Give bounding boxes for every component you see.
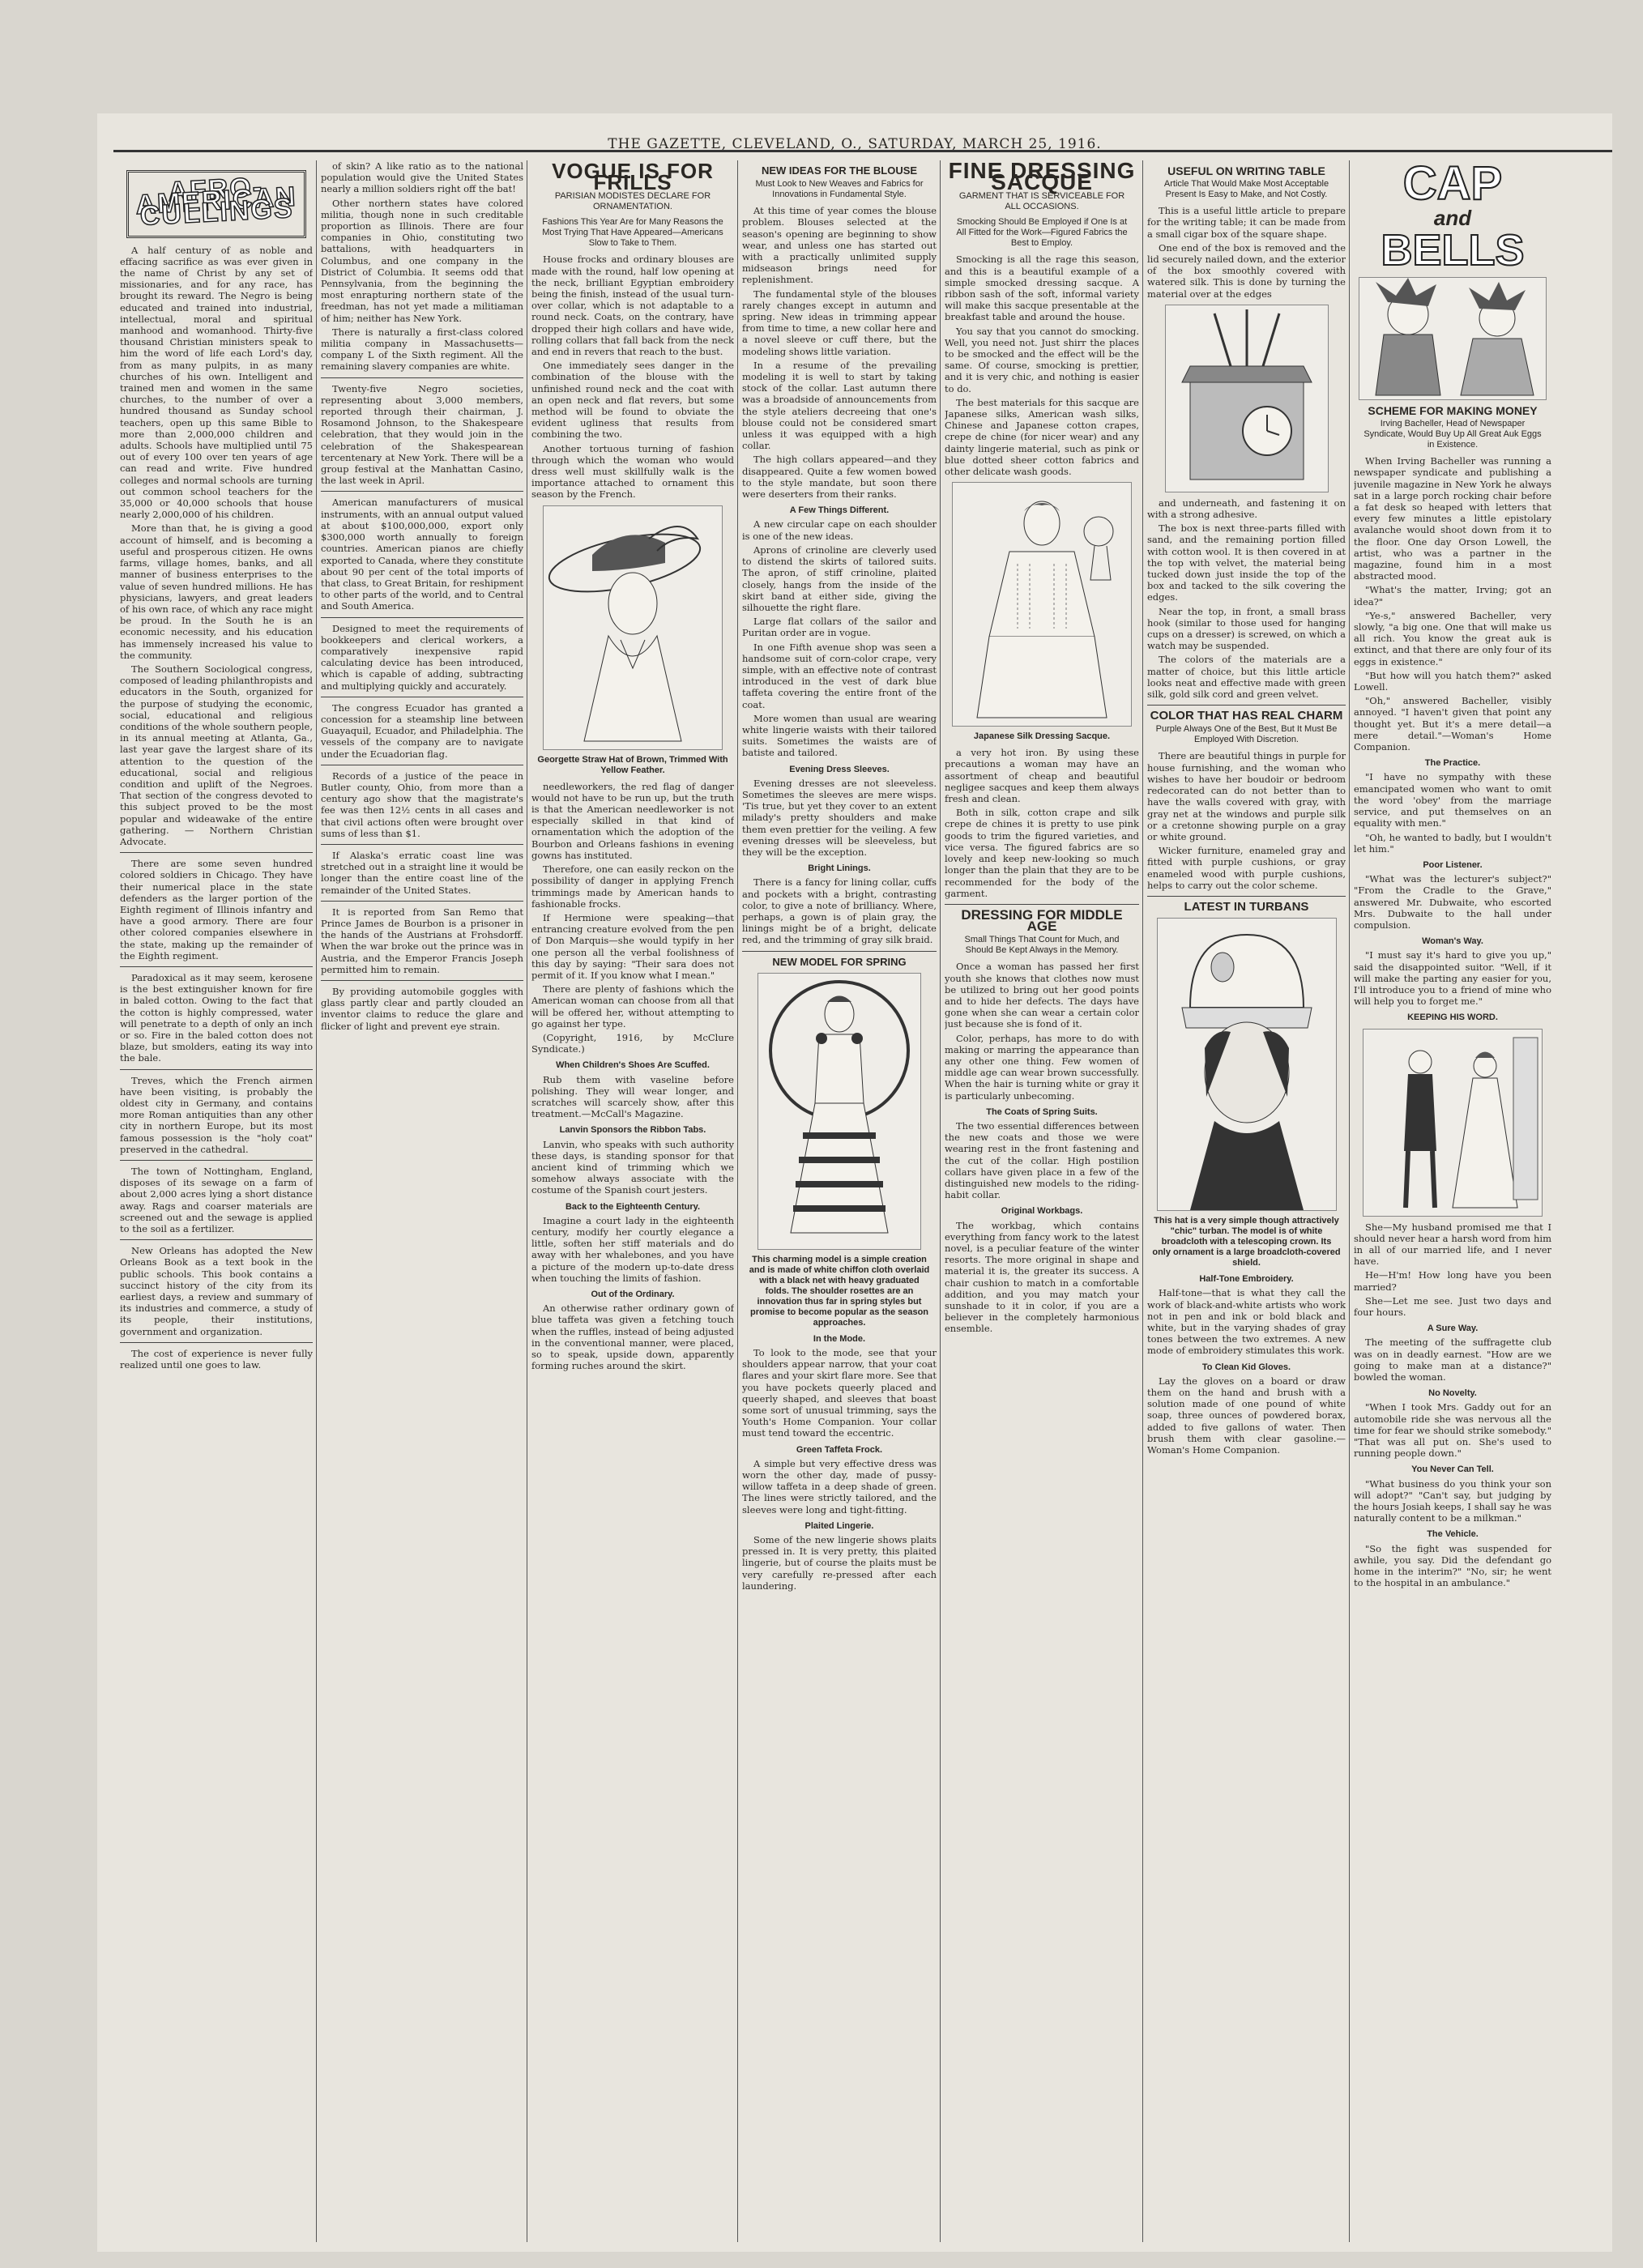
paragraph: needleworkers, the red flag of danger would not have to be run up, but the truth is that the American needleworker is not especially skilled in that kind of ornamentation which the adoption of the Bourbon and Orleans fashions in evening gowns has instituted. <box>531 780 734 861</box>
paragraph: Lay the gloves on a board or draw them on the hand and brush with a solution made of one pound of white soap, three ounces of powdered borax, added to five gallons of water. Then brush them with clear gasoline.—Woman's Home Companion. <box>1147 1375 1346 1456</box>
divider <box>120 1160 313 1161</box>
paragraph: The workbag, which contains everything from fancy work to the latest novel, is a peculiar feature of the winter resorts. The more original in shape and material it is, the greater its success. A chair cushion to match in a comfortable addition, and you may match your sunshade to it in color, if you are a believer in the completely harmonious ensemble. <box>945 1219 1139 1335</box>
divider <box>120 852 313 853</box>
paragraph: American manufacturers of musical instruments, with an annual output valued at about $100,000,000, export only $300,000 worth annually to foreign countries. American pianos are chiefly exported to Canada, where they constitute about 90 per cent of the total imports of that class, to Great Britain, for reshipment to other parts of the world, and to Central and South America. <box>321 497 523 612</box>
divider <box>1147 896 1346 897</box>
paragraph: The high collars appeared—and they disappeared. Quite a few women bowed to the style mandate, but soon there were deserters from their ranks. <box>742 454 937 501</box>
divider <box>120 966 313 967</box>
paragraph: A simple but very effective dress was worn the other day, made of pussy-willow taffeta in a deep shade of green. The lines were strictly tailored, and the sleeves were long and tight-fitting. <box>742 1457 937 1516</box>
paragraph: "Ye-s," answered Bacheller, very slowly, "a big one. One that will make us all rich. You know the great auk is extinct, and that there are only four of its eggs in existence." <box>1354 609 1551 667</box>
subheading: Woman's Way. <box>1422 936 1483 947</box>
jester-figures-drawing <box>1359 278 1546 399</box>
cap-and-bells-title-line: BELLS <box>1381 226 1525 275</box>
paragraph: When Irving Bacheller was running a newspaper syndicate and publishing a juvenile magazine in New York he always sat in a large porch rocking chair before a fat desk so heaped with letters that every few minutes a little epistolary avalanche would shoot down from it to the floor. One day Orson Lowell, the artist, who was a partner in the magazine, found him in a most abstracted mood. <box>1354 455 1551 582</box>
subheading: A Sure Way. <box>1427 1324 1479 1334</box>
subheading: Half-Tone Embroidery. <box>1199 1274 1294 1285</box>
divider <box>945 904 1139 905</box>
subheading: The Coats of Spring Suits. <box>986 1106 1098 1117</box>
column-rule <box>1349 160 1350 2242</box>
watch-stand-illustration <box>1165 305 1329 492</box>
column-rule <box>316 160 317 2242</box>
subheading: Back to the Eighteenth Century. <box>565 1201 701 1212</box>
paragraph: In a resume of the prevailing modeling it is well to start by taking stock of the collar. Last autumn there was a broadside of announcements from the style ateliers decreeing that one's blouse could not be considered smart unless it was equipped with a high collar. <box>742 359 937 452</box>
article-deck: Small Things That Count for Much, and Should Be Kept Always in the Memory. <box>964 935 1120 956</box>
paragraph: If Alaska's erratic coast line was stretched out in a straight line it would be longer than the entire coast line of the remainder of the United States. <box>321 849 523 896</box>
hat-illustration <box>543 505 723 750</box>
illustration-caption: Georgette Straw Hat of Brown, Trimmed With Yellow Feather. <box>537 754 728 775</box>
column-2 <box>321 160 523 2242</box>
watch-stand-drawing <box>1166 305 1328 492</box>
divider <box>321 844 523 845</box>
paragraph: The congress Ecuador has granted a concession for a steamship line between Guayaquil, Ecuador, and Philadelphia. The vessels of the company are to navigate under the Ecuadorian flag. <box>321 701 523 760</box>
article-heading: DRESSING FOR MIDDLE AGE <box>961 906 1123 935</box>
paragraph: "Oh, he wanted to badly, but I wouldn't let him." <box>1354 831 1551 855</box>
column-rule <box>940 160 941 2242</box>
paragraph: "But how will you hatch them?" asked Lowell. <box>1354 669 1551 693</box>
divider <box>321 491 523 492</box>
dressing-sacque-illustration <box>952 482 1132 727</box>
paragraph: There are beautiful things in purple for house furnishing, and the woman who wishes to have her boudoir or bedroom redecorated can do not better than to have the walls covered with gray, with gray net at the windows and purple silk or a cretonne showing purple on a gray or white ground. <box>1147 750 1346 842</box>
masthead: THE GAZETTE, CLEVELAND, O., SATURDAY, MARCH 25, 1916. <box>608 136 1102 152</box>
article-heading: LATEST IN TURBANS <box>1184 899 1309 914</box>
article-heading: SCHEME FOR MAKING MONEY <box>1368 404 1538 417</box>
paragraph: The box is next three-parts filled with sand, and the remaining portion filled with cotton wool. It is then covered in at the top with velvet, the material being tucked down just inside the top of the box and tacked to the silk covering the edges. <box>1147 522 1346 603</box>
illustration-caption: This hat is a very simple though attractively "chic" turban. The model is of white broadcloth with a telescoping crown. Its only ornament is a large broadcloth-covered shield. <box>1152 1216 1341 1268</box>
paragraph: One end of the box is removed and the lid securely nailed down, and the exterior of the box smoothly covered with watered silk. This is done by turning the material over at the edges <box>1147 241 1346 300</box>
column-5 <box>945 160 1139 2242</box>
subheading: Original Workbags. <box>1001 1206 1083 1217</box>
paragraph: More women than usual are wearing white lingerie waists with their tailored suits. Sometimes the waists are of batiste and tailored. <box>742 712 937 759</box>
divider <box>321 901 523 902</box>
paragraph: The two essential differences between the new coats and those we were wearing rest in the front fastening and the cut of the collar. High postilion collars have given place in a few of the distinguished new models to the riding-habit collar. <box>945 1119 1139 1201</box>
paragraph: At this time of year comes the blouse problem. Blouses selected at the season's opening are beginning to show wear, and unless one has started out with a practically unlimited supply midseason brings need for replenishment. <box>742 205 937 286</box>
subheading: Evening Dress Sleeves. <box>789 764 890 774</box>
subheading: You Never Can Tell. <box>1411 1464 1494 1475</box>
illustration-caption: This charming model is a simple creation and is made of white chiffon cloth overlaid with a black net with heavy graduated folds. The shoulder rosettes are an innovation thus far in spring styles but promise to become popular as the season approaches. <box>749 1254 930 1328</box>
paragraph: "Oh," answered Bacheller, visibly annoyed. "I haven't given that point any thought yet. But it's a mere detail—a mere detail."—Woman's Home Companion. <box>1354 695 1551 753</box>
paragraph: There are plenty of fashions which the American woman can choose from all that will be offered her, without attempting to go against her type. <box>531 983 734 1030</box>
column-1 <box>120 160 313 2242</box>
woman-in-sacque-drawing <box>953 483 1131 726</box>
paragraph: Another tortuous turning of fashion through which the woman who would dress well must skillfully walk is the importance attached to ornament this season by the French. <box>531 442 734 501</box>
paragraph: The best materials for this sacque are Japanese silks, American wash silks, Chinese and Japanese cotton crapes, crepe de chine (for nicer wear) and any dainty lingerie material, such as pink or blue dotted sheer cotton fabrics and other delicate wash goods. <box>945 396 1139 478</box>
divider <box>120 1069 313 1070</box>
paragraph: New Orleans has adopted the New Orleans Book as a text book in the public schools. This book contains a succinct history of the city from its earliest days, a review and summary of its industries and commerce, a study of its people, their institutions, government and organization. <box>120 1245 313 1337</box>
paragraph: A half century of as noble and effacing sacrifice as was ever given in the name of Christ by any set of missionaries, and for any race, has brought its reward. The Negro is being educated and trained into industrial, intellectual, moral and spiritual manhood and womanhood. Thirty-five thousand Christian ministers speak to him the word of life each Lord's day, from as many pulpits, in as many churches of his own. Intelligent and trained men and women in the same churches, to the number of over a hundred thousand as Sunday school teachers, open up this same Bible to more than 2,000,000 children and adults. Schools have multiplied until 75 out of every 100 over ten years of age can read and write. Five hundred colleges and normal schools are turning out common school teachers for the 35,000 or 40,000 schools that house nearly 2,000,000 of his children. <box>120 244 313 521</box>
divider <box>1147 705 1346 706</box>
woman-in-spring-dress-drawing <box>758 974 920 1249</box>
article-heading: COLOR THAT HAS REAL CHARM <box>1150 709 1343 723</box>
paragraph: Designed to meet the requirements of bookkeepers and clerical workers, a comparatively inexpensive rapid calculating device has been introduced, which is capable of adding, subtracting and multiplying quickly and accurately. <box>321 622 523 692</box>
subheading: Bright Linings. <box>808 863 871 874</box>
article-heading: NEW MODEL FOR SPRING <box>772 955 907 968</box>
spring-model-illustration <box>757 973 921 1250</box>
illustration-caption: Japanese Silk Dressing Sacque. <box>973 731 1111 742</box>
cap-and-bells-title-line: CAP <box>1402 160 1503 210</box>
subheading: The Vehicle. <box>1427 1529 1479 1540</box>
divider <box>321 377 523 378</box>
woman-in-turban-drawing <box>1158 919 1336 1210</box>
subheading: Green Taffeta Frock. <box>796 1444 883 1455</box>
paragraph: Lanvin, who speaks with such authority these days, is standing sponsor for that ancient kind of trimming which we somehow always associate with the costume of the Spanish court jesters. <box>531 1138 734 1196</box>
subheading: Plaited Lingerie. <box>804 1520 874 1531</box>
column-rule <box>737 160 738 2242</box>
column-6 <box>1147 160 1346 2242</box>
paragraph: a very hot iron. By using these precautions a woman may have an assortment of cheap and beautiful negligee sacques and keep them always fresh and clean. <box>945 747 1139 805</box>
subheading: No Novelty. <box>1428 1388 1477 1399</box>
divider <box>742 951 937 952</box>
article-deck: GARMENT THAT IS SERVICEABLE FOR ALL OCCASIONS. <box>958 191 1125 212</box>
paragraph: The meeting of the suffragette club was on in deadly earnest. "How are we going to make man at a distance?" bowled the woman. <box>1354 1336 1551 1383</box>
paragraph: The Southern Sociological congress, composed of leading philanthropists and educators in the South, organized for the purpose of studying the economic, social, educational and religious conditions of the whole southern people, in its annual meeting at Atlanta, Ga., last year gave the largest share of its attention to the question of the educational, social and religious condition and uplift of the Negroes. That section of the congress devoted to this subject proved to be the most popular and wideawake of the entire gathering. — Northern Christian Advocate. <box>120 663 313 847</box>
paragraph: Near the top, in front, a small brass hook (similar to those used for hanging cups on a dresser) is screwed, on which a watch may be suspended. <box>1147 605 1346 652</box>
subheading: A Few Things Different. <box>789 505 890 516</box>
article-deck: PARISIAN MODISTES DECLARE FOR ORNAMENTATION. <box>554 191 711 212</box>
subheading: Out of the Ordinary. <box>591 1290 675 1299</box>
article-subdeck: Fashions This Year Are for Many Reasons the Most Trying That Have Appeared—Americans Slow to Take to Them. <box>542 217 723 249</box>
paragraph: You say that you cannot do smocking. Well, you need not. Just shirr the places to be smocked and the effect will be the same. Of course, smocking is prettier, and it is very chic, and nothing is easier to do. <box>945 325 1139 394</box>
paragraph: The town of Nottingham, England, disposes of its sewage on a farm of about 2,000 acres lying a short distance away. Rags and coarser materials are screened out and the sewage is applied to the soil as a fertilizer. <box>120 1166 313 1235</box>
paragraph: "I must say it's hard to give you up," said the disappointed suitor. "Well, if it will make the parting any easier for you, I'll introduce you to a friend of mine who will help you to forget me." <box>1354 949 1551 1008</box>
article-heading: AFRO-AMERICAN CULLINGS <box>134 171 298 232</box>
divider <box>321 980 523 981</box>
paragraph: She—Let me see. Just two days and four hours. <box>1354 1294 1551 1318</box>
paragraph: Both in silk, cotton crape and silk crepe de chines it is pretty to use pink goods to trim the figured varieties, and vice versa. The figured fabrics are so lovely and keep new-looking so much longer than the plain that they are to be recommended for the body of the garment. <box>945 807 1139 899</box>
paragraph: Aprons of crinoline are cleverly used to distend the skirts of tailored suits. The apron, of stiff crinoline, plaited closely, hangs from the inside of the skirt band at either side, giving the silhouette the right flare. <box>742 544 937 613</box>
article-deck: Article That Would Make Most Acceptable Present Is Easy to Make, and Not Costly. <box>1163 179 1329 200</box>
divider <box>321 617 523 618</box>
cap-and-bells-masthead <box>1354 160 1551 275</box>
paragraph: Therefore, one can easily reckon on the possibility of danger in applying French trimmings made by American hands to fashionable frocks. <box>531 863 734 910</box>
jesters-illustration <box>1359 277 1547 400</box>
paragraph: There are some seven hundred colored soldiers in Chicago. They have their numerical place in the state defenders as the larger portion of the Eighth regiment of Illinois infantry and have a good armory. There are four other colored companies elsewhere in the state, making up the remainder of the Eighth regiment. <box>120 858 313 961</box>
paragraph: Imagine a court lady in the eighteenth century, modify her courtly elegance a little, soften her stiff materials and do away with her whalebones, and you have a picture of the modern up-to-date dress when touching the limits of fashion. <box>531 1214 734 1284</box>
paragraph: Wicker furniture, enameled gray and fitted with purple cushions, or gray enameled wood with purple cushions, helps to carry out the color scheme. <box>1147 845 1346 891</box>
article-heading: USEFUL ON WRITING TABLE <box>1167 164 1325 177</box>
paragraph: In one Fifth avenue shop was seen a handsome suit of corn-color crape, very simple, with an effective note of contrast introduced in the vest of dark blue taffeta covering the entire front of the coat. <box>742 641 937 710</box>
column-3 <box>531 160 734 2242</box>
keeping-his-word-illustration <box>1363 1029 1543 1217</box>
paragraph: Half-tone—that is what they call the work of black-and-white artists who work not in pen and ink or bold black and white, but in the varying shades of gray tones between the two extremes. A new mode of embroidery stimulates this work. <box>1147 1287 1346 1357</box>
paragraph: Paradoxical as it may seem, kerosene is the best extinguisher known for fire in baled cotton. Owing to the fact that the cotton is highly compressed, water will penetrate to a depth of only an inch or so. Fire in the baled cotton does not blaze, but smolders, eating its way into the bale. <box>120 972 313 1064</box>
paragraph: By providing automobile goggles with glass partly clear and partly clouded an inventor claims to reduce the glare and flicker of light and prevent eye strain. <box>321 986 523 1032</box>
paragraph: One immediately sees danger in the combination of the blouse with the unfinished round neck and the coat with an open neck and flat revers, but some method will be found to obviate the evident ugliness that results from combining the two. <box>531 360 734 441</box>
copyright-line: (Copyright, 1916, by McClure Syndicate.) <box>531 1031 734 1055</box>
paragraph: A new circular cape on each shoulder is one of the new ideas. <box>742 518 937 542</box>
woman-in-hat-drawing <box>544 506 722 749</box>
paragraph: of skin? A like ratio as to the national population would give the United States nearly a million soldiers right off the bat! <box>321 160 523 195</box>
paragraph: Smocking is all the rage this season, and this is a beautiful example of a simple smocked dressing sacque. A ribbon sash of the soft, informal variety will make this sacque presentable at the breakfast table and around the house. <box>945 254 1139 323</box>
masthead-rule <box>113 150 1612 152</box>
paragraph: Color, perhaps, has more to do with making or marring the appearance than any other one thing. Few women of middle age can wear brown successfully. When the hair is turning white or gray it is particularly unbecoming. <box>945 1032 1139 1102</box>
paragraph: Large flat collars of the sailor and Puritan order are in vogue. <box>742 616 937 639</box>
paragraph: It is reported from San Remo that Prince James de Bourbon is a prisoner in the hands of the Austrians at Frohsdorff. When the war broke out the prince was in Austria, and the Emperor Francis Joseph permitted him to remain. <box>321 906 523 975</box>
subheading: The Practice. <box>1424 758 1481 769</box>
paragraph: "What was the lecturer's subject?" "From the Cradle to the Grave," answered Mr. Dubwaite, who escorted Mrs. Dubwaite to the hall under compulsion. <box>1354 873 1551 931</box>
article-deck: Irving Bacheller, Head of Newspaper Syndicate, Would Buy Up All Great Auk Eggs in Existence. <box>1363 419 1542 450</box>
paragraph: If Hermione were speaking—that entrancing creature evolved from the pen of Don Marquis—she would typify in her one person all the verbal foolishness of this day by saying: "Their sara does not permit of it. If you know what I mean." <box>531 911 734 981</box>
paragraph: She—My husband promised me that I should never hear a harsh word from him in all of our married life, and I never have. <box>1354 1221 1551 1268</box>
divider <box>120 1239 313 1240</box>
cap-and-bells-title-line: and <box>1433 206 1472 230</box>
paragraph: There is a fancy for lining collar, cuffs and pockets with a bright, contrasting color, to give a note of brilliancy. Where, perhaps, a gown is of plain gray, the linings might be of a bright, delicate red, and the trimming of gray silk braid. <box>742 876 937 946</box>
paragraph: There is naturally a first-class colored militia company in Massachusetts—company L of the Sixth regiment. All the remaining slavery companies are white. <box>321 326 523 373</box>
paragraph: Rub them with vaseline before polishing. They will wear longer, and scratches will scarcely show, after this treatment.—McCall's Magazine. <box>531 1073 734 1120</box>
paragraph: Once a woman has passed her first youth she knows that clothes now must be utilized to bring out her good points and to hide her defects. The days have gone when she can wear a certain color just because she is fond of it. <box>945 961 1139 1030</box>
turban-illustration <box>1157 918 1337 1211</box>
paragraph: He—H'm! How long have you been married? <box>1354 1269 1551 1293</box>
paragraph: The fundamental style of the blouses rarely changes except in autumn and spring. New ideas in trimming appear from time to time, a new collar here and a novel sleeve or cuff there, but the modeling shows little variation. <box>742 288 937 357</box>
subheading: KEEPING HIS WORD. <box>1407 1013 1498 1023</box>
subheading: Lanvin Sponsors the Ribbon Tabs. <box>559 1125 706 1136</box>
article-heading: FINE DRESSING SACQUE <box>948 160 1136 195</box>
article-deck: Purple Always One of the Best, But It Must Be Employed With Discretion. <box>1155 724 1338 745</box>
paragraph: House frocks and ordinary blouses are made with the round, half low opening at the neck, brilliant Egyptian embroidery being the finish, instead of the usual turn-over collar, which is not adaptable to a round neck. Coats, on the contrary, have dropped their high collars and have wide, rolling collars that fall back from the neck and end in revers that reach to the bust. <box>531 254 734 358</box>
paragraph: Some of the new lingerie shows plaits pressed in. It is very pretty, this plaited lingerie, but of course the plaits must be very carefully re-pressed after each laundering. <box>742 1534 937 1592</box>
paragraph: "I have no sympathy with these emancipated women who want to omit the word 'obey' from the marriage service, and put themselves on an equality with men." <box>1354 771 1551 829</box>
paragraph: and underneath, and fastening it on with a strong adhesive. <box>1147 497 1346 521</box>
column-rule <box>1142 160 1143 2242</box>
paragraph: "So the fight was suspended for awhile, you say. Did the defendant go home in the interim?" "No, sir; he went to the hospital in an ambulance." <box>1354 1542 1551 1589</box>
column-4 <box>742 160 937 2242</box>
paragraph: An otherwise rather ordinary gown of blue taffeta was given a fetching touch when the ruffles, instead of being adjusted in the conventional manner, were placed, so to speak, upside down, apparently forming ruches around the skirt. <box>531 1302 734 1372</box>
subheading: In the Mode. <box>813 1333 866 1344</box>
paragraph: "When I took Mrs. Gaddy out for an automobile ride she was nervous all the time for fear we should strike somebody." "That was all put on. She's used to running people down." <box>1354 1401 1551 1460</box>
subheading: Poor Listener. <box>1423 859 1483 870</box>
paragraph: Twenty-five Negro societies, representing about 3,000 members, reported through their chairman, J. Rosamond Johnson, to the Shakespeare celebration, that they would join in the celebration of the Shakespearean tercentenary at New York. There will be a group festival at the Manhattan Casino, the last week in April. <box>321 382 523 487</box>
divider <box>120 1342 313 1343</box>
paragraph: "What business do you think your son will adopt?" "Can't say, but judging by the hours Josiah keeps, I shall say he was naturally content to be a milkman." <box>1354 1477 1551 1524</box>
paragraph: Records of a justice of the peace in Butler county, Ohio, from more than a century ago show that the magistrate's fee was then 12½ cents in all cases and that civil actions often were brought over sums of less than $1. <box>321 770 523 839</box>
paragraph: This is a useful little article to prepare for the writing table; it can be made from a small cigar box of the square shape. <box>1147 205 1346 240</box>
article-heading: NEW IDEAS FOR THE BLOUSE <box>761 164 918 177</box>
article-deck: Must Look to New Weaves and Fabrics for Innovations in Fundamental Style. <box>755 179 924 200</box>
paragraph: More than that, he is giving a good account of himself, and is becoming a useful and prosperous citizen. He owns farms, village homes, banks, and all manner of business enterprises to the value of seven hundred millions. He has physicians, lawyers, and great leaders of his own race, of which any race might be proud. In the South he is an economic necessity, and his education has immensely increased his value to the community. <box>120 522 313 661</box>
subheading: When Children's Shoes Are Scuffed. <box>556 1060 710 1071</box>
paragraph: The cost of experience is never fully realized until one goes to law. <box>120 1347 313 1371</box>
paragraph: "What's the matter, Irving; got an idea?" <box>1354 584 1551 608</box>
paragraph: To look to the mode, see that your shoulders appear narrow, that your coat flares and your skirt flare more. See that you have pockets queerly placed and queerly shaped, and sleeves that boast some sort of unusual trimming, says the Youth's Home Companion. Your collar must tend toward the eccentric. <box>742 1347 937 1439</box>
article-subdeck: Smocking Should Be Employed if One Is at All Fitted for the Work—Figured Fabrics the Best to Employ. <box>956 217 1128 249</box>
paragraph: Evening dresses are not sleeveless. Sometimes the sleeves are mere wisps. 'Tis true, but yet they cover to an extent milady's pretty shoulders and make them even prettier for the veiling. A few evening dresses will be sleeveless, but they will be the exception. <box>742 777 937 858</box>
paragraph: Treves, which the French airmen have been visiting, is probably the oldest city in Germany, and contains more Roman antiquities than any other city in northern Europe, but its most famous possession is the "holy coat" preserved in the cathedral. <box>120 1074 313 1155</box>
subheading: To Clean Kid Gloves. <box>1201 1362 1291 1372</box>
afro-american-cullings-heading-box <box>126 170 306 238</box>
paragraph: The colors of the materials are a matter of choice, but this little article looks neat and effective made with green silk, gold silk cord and green velvet. <box>1147 654 1346 701</box>
article-heading: VOGUE IS FOR FRILLS <box>552 160 714 195</box>
paragraph: Other northern states have colored militia, though none in such creditable proportion as Illinois. There are four companies in Ohio, constituting two battalions, with headquarters in Columbus, and one company in the District of Columbia. It seems odd that Pennsylvania, from the beginning the most enrapturing northern state of the freedman, has not yet made a militiaman of him; neither has New York. <box>321 197 523 324</box>
column-7 <box>1354 160 1551 2242</box>
couple-drawing <box>1363 1030 1542 1216</box>
